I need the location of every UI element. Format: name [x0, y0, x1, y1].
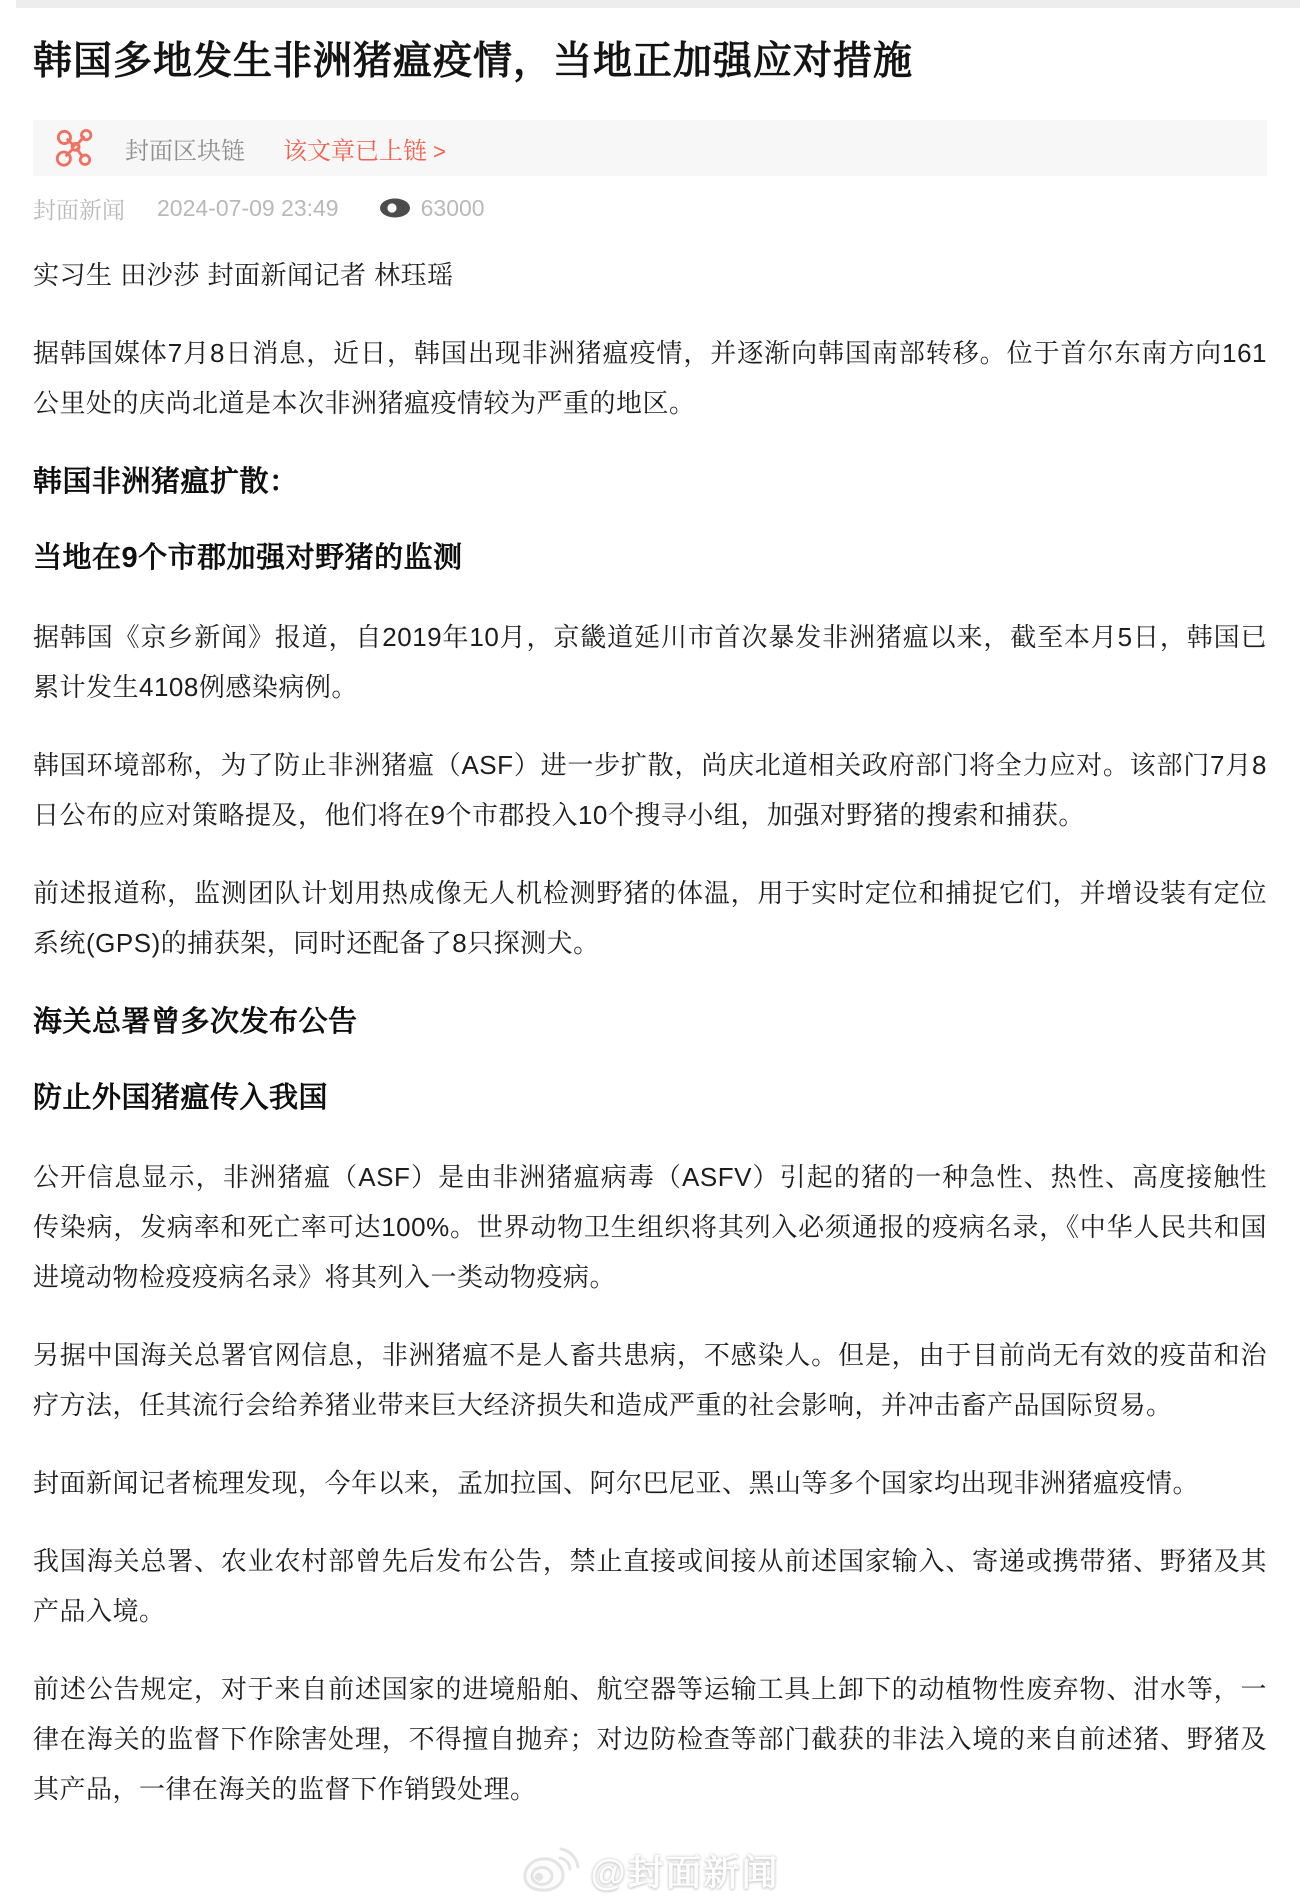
- paragraph: 我国海关总署、农业农村部曾先后发布公告，禁止直接或间接从前述国家输入、寄递或携带猪、野猪及其产品入境。: [33, 1546, 1267, 1626]
- weibo-icon: [520, 1845, 582, 1895]
- paragraph: 前述报道称，监测团队计划用热成像无人机检测野猪的体温，用于实时定位和捕捉它们，并增设装有定位系统(GPS)的捕获架，同时还配备了8只探测犬。: [33, 878, 1267, 958]
- article-meta: [33, 194, 1267, 222]
- source-name: 封面新闻: [33, 196, 125, 223]
- paragraph: 据韩国媒体7月8日消息，近日，韩国出现非洲猪瘟疫情，并逐渐向韩国南部转移。位于首尔东南方向161公里处的庆尚北道是本次非洲猪瘟疫情较为严重的地区。: [33, 338, 1267, 418]
- page-title: 韩国多地发生非洲猪瘟疫情，当地正加强应对措施: [33, 40, 914, 83]
- paragraph: 公开信息显示，非洲猪瘟（ASF）是由非洲猪瘟病毒（ASFV）引起的猪的一种急性、热性、高度接触性传染病，发病率和死亡率可达100%。世界动物卫生组织将其列入必须通报的疫病名录，《中华人民共和国进境动物检疫疫病名录》将其列入一类动物疫病。: [33, 1162, 1267, 1292]
- section-heading: 韩国非洲猪瘟扩散：: [33, 466, 299, 498]
- article-on-chain-link-text: 该文章已上链: [283, 137, 427, 165]
- paragraph: 另据中国海关总署官网信息，非洲猪瘟不是人畜共患病，不感染人。但是，由于目前尚无有效的疫苗和治疗方法，任其流行会给养猪业带来巨大经济损失和造成严重的社会影响，并冲击畜产品国际贸易。: [33, 1340, 1267, 1420]
- paragraph: 韩国环境部称，为了防止非洲猪瘟（ASF）进一步扩散，尚庆北道相关政府部门将全力应对。该部门7月8日公布的应对策略提及，他们将在9个市郡投入10个搜寻小组，加强对野猪的搜索和捕获。: [33, 750, 1267, 830]
- article-body: [33, 250, 1267, 1814]
- paragraph: 封面新闻记者梳理发现，今年以来，孟加拉国、阿尔巴尼亚、黑山等多个国家均出现非洲猪瘟疫情。: [33, 1468, 1200, 1498]
- eye-icon: [379, 197, 411, 219]
- section-heading: 防止外国猪瘟传入我国: [33, 1082, 329, 1114]
- section-heading: 当地在9个市郡加强对野猪的监测: [33, 542, 463, 574]
- byline: 实习生 田沙莎 封面新闻记者 林珏瑶: [33, 260, 454, 290]
- watermark-text: @封面新闻: [590, 1851, 780, 1893]
- screenshot-top-edge: [16, 0, 1300, 8]
- chevron-right-icon: >: [433, 138, 446, 164]
- paragraph: 前述公告规定，对于来自前述国家的进境船舶、航空器等运输工具上卸下的动植物性废弃物、泔水等，一律在海关的监督下作除害处理，不得擅自抛弃；对边防检查等部门截获的非法入境的来自前述猪、野猪及其产品，一律在海关的监督下作销毁处理。: [33, 1674, 1267, 1804]
- blockchain-bar: [33, 120, 1267, 176]
- section-heading: 海关总署曾多次发布公告: [33, 1006, 358, 1038]
- watermark: [33, 1842, 1267, 1898]
- blockchain-bar-label: 封面区块链: [125, 137, 245, 165]
- publish-datetime: 2024-07-09 23:49: [157, 194, 339, 221]
- article-on-chain-link[interactable]: [283, 131, 446, 166]
- view-count: 63000: [420, 194, 485, 221]
- paragraph: 据韩国《京乡新闻》报道，自2019年10月，京畿道延川市首次暴发非洲猪瘟以来，截至本月5日，韩国已累计发生4108例感染病例。: [33, 622, 1267, 702]
- blockchain-network-icon: [55, 128, 95, 168]
